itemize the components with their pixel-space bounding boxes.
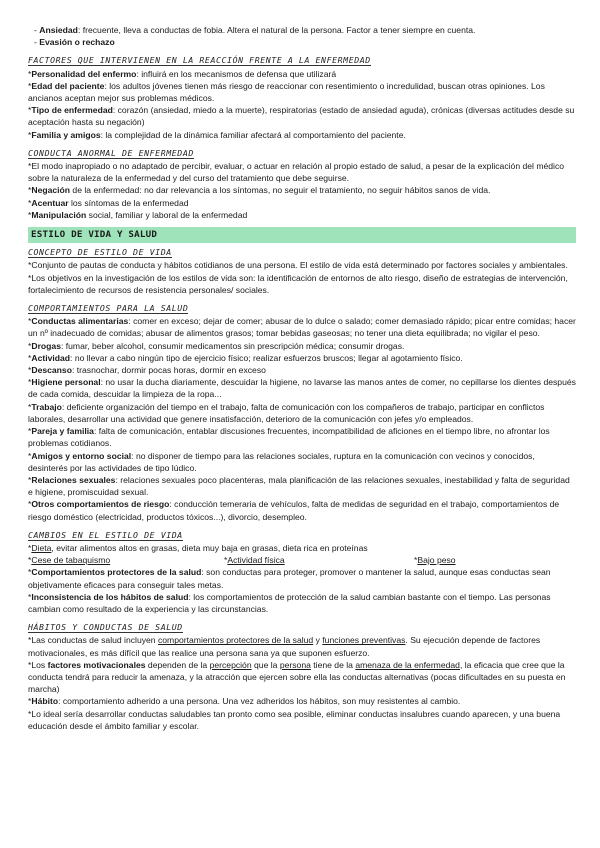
habitos-p1: *Las conductas de salud incluyen comportamientos protectores de la salud y funciones preventivas. Su ejecución depende de factores motivacionales, es más difícil que las realice una persona sana ya que suponen esfuerzo.	[28, 635, 541, 658]
comportamientos-heading: COMPORTAMIENTOS PARA LA SALUD	[28, 303, 189, 314]
conducta-item: *Negación de la enfermedad: no dar relevancia a los síntomas, no seguir el tratamiento, no seguir hábitos sanos de vida.	[28, 185, 491, 196]
habitos-p3: *Hábito: comportamiento adherido a una persona. Una vez adheridos los hábitos, son muy resistentes al cambio.	[28, 696, 461, 707]
cambio-actividad: *Actividad física	[224, 555, 285, 566]
conducta-heading: CONDUCTA ANORMAL DE ENFERMEDAD	[28, 147, 194, 158]
ansiedad-text: : frecuente, lleva a conductas de fobia. Altera el natural de la persona. Factor a tener siempre en cuenta.	[77, 25, 476, 35]
ansiedad-term: Ansiedad	[39, 25, 78, 35]
factor-item: *Familia y amigos: la complejidad de la dinámica familiar afectará al comportamiento del paciente.	[28, 129, 406, 140]
document-page	[28, 24, 576, 732]
comportamiento-item: *Otros comportamientos de riesgo: conducción temeraria de vehículos, falta de medidas de seguridad en el trabajo, comportamientos de riesgo doméstico (electricidad, productos tóxicos...), divorcio, desempleo.	[28, 499, 560, 522]
cambios-columns	[28, 554, 576, 566]
cambio-item: *Comportamientos protectores de la salud: son conductas para proteger, promover o mantener la salud, aunque esas conductas sean objetivamente eficaces para conseguir tales metas.	[28, 567, 551, 590]
habitos-p2: *Los factores motivacionales dependen de la percepción que la persona tiene de la amenaza de la enfermedad, la eficacia que cree que la conducta tendrá para reducir la amenaza, y la atracción que ejercen sobre ella las conductas alternativas (pocas dificultades en su puesta en marcha)	[28, 659, 566, 695]
conducta-intro: *El modo inapropiado o no adaptado de percibir, evaluar, o actuar en relación al propio estado de salud, a pesar de la explicación del médico sobre la naturaleza de la enfermedad y del curso del tratamiento que debe seguirse.	[28, 161, 565, 184]
factor-item: *Tipo de enfermedad: corazón (ansiedad, miedo a la muerte), respiratorias (estado de ansiedad aguda), crónicas (diversas actitudes desde su aceptación hasta su negación)	[28, 105, 575, 128]
cambio-tabaquismo: *Cese de tabaquismo	[28, 555, 111, 566]
cambio-peso: *Bajo peso	[414, 555, 456, 566]
comportamiento-item: *Actividad: no llevar a cabo ningún tipo de ejercicio físico; realizar esfuerzos bruscos; llegar al agotamiento físico.	[28, 352, 463, 363]
comportamiento-item: *Amigos y entorno social: no disponer de tiempo para las relaciones sociales, ruptura en la comunicación con vecinos y conocidos, desinterés por las actividades de tipo lúdico.	[28, 450, 535, 473]
concepto-p2: *Los objetivos en la investigación de los estilos de vida son: la identificación de entornos de alto riesgo, diseño de estrategias de intervención, fortalecimiento de recursos de resistencia personales/ sociales.	[28, 272, 568, 295]
comportamiento-item: *Trabajo: deficiente organización del tiempo en el trabajo, falta de comunicación con los compañeros de trabajo, participar en conflictos laborales, desarrollar una actividad que genere insatisfacción, deterioro de la comunicación con jefes y/o empleados.	[28, 401, 545, 424]
factores-heading: FACTORES QUE INTERVIENEN EN LA REACCIÓN FRENTE A LA ENFERMEDAD	[28, 55, 371, 66]
evasion-term: Evasión o rechazo	[39, 37, 115, 48]
comportamiento-item: *Higiene personal: no usar la ducha diariamente, descuidar la higiene, no lavarse las manos antes de comer, no cepillarse los dientes después de cada comida, descuidar la limpieza de la ropa...	[28, 377, 576, 400]
conducta-item: *Manipulación social, familiar y laboral de la enfermedad	[28, 209, 248, 220]
conducta-item: *Acentuar los síntomas de la enfermedad	[28, 197, 189, 208]
comportamiento-item: *Pareja y familia: falta de comunicación, entablar discusiones frecuentes, incompatibilidad de aficiones en el tiempo libre, no afrontar los problemas cotidianos.	[28, 426, 550, 449]
concepto-heading: CONCEPTO DE ESTILO DE VIDA	[28, 247, 172, 258]
evasion-line: - Evasión o rechazo	[34, 37, 115, 48]
comportamiento-item: *Conductas alimentarias: comer en exceso; dejar de comer; abusar de lo dulce o salado; comer demasiado rápido; picar entre comidas; hacer un nº inadecuado de comidas; abusar de alimentos grasos; tomar bebidas gaseosas; no tener una dieta equilibrada; no vigilar el peso.	[28, 316, 576, 339]
cambio-item: *Inconsistencia de los hábitos de salud: los comportamientos de protección de la salud cambian bastante con el tiempo. Las personas cambian como resultado de la experiencia y las circunstancias.	[28, 591, 551, 614]
comportamiento-item: *Descanso: trasnochar, dormir pocas horas, dormir en exceso	[28, 365, 266, 376]
habitos-heading: HÁBITOS Y CONDUCTAS DE SALUD	[28, 622, 183, 633]
ansiedad-line: - Ansiedad: frecuente, lleva a conductas de fobia. Altera el natural de la persona. Factor a tener siempre en cuenta.	[34, 25, 476, 35]
factor-item: *Edad del paciente: los adultos jóvenes tienen más riesgo de reaccionar con resentimiento o incredulidad, buscan otras opiniones. Los ancianos aceptan mejor sus problemas médicos.	[28, 80, 545, 104]
comportamiento-item: *Relaciones sexuales: relaciones sexuales poco placenteras, mala planificación de las relaciones sexuales, inestabilidad y falta de seguridad e higiene, promiscuidad sexual.	[28, 474, 570, 498]
factor-item: *Personalidad del enfermo: influirá en los mecanismos de defensa que utilizará	[28, 68, 337, 79]
habitos-p4: *Lo ideal sería desarrollar conductas saludables tan pronto como sea posible, eliminar conductas insalubres cuando aparecen, y una buena educación desde el ámbito familiar y escolar.	[28, 708, 561, 731]
cambios-heading: CAMBIOS EN EL ESTILO DE VIDA	[28, 529, 183, 540]
cambios-dieta: *Dieta, evitar alimentos altos en grasas, dieta muy baja en grasas, dieta rica en proteínas	[28, 542, 368, 553]
section-band-estilo: ESTILO DE VIDA Y SALUD	[28, 227, 576, 243]
concepto-p1: *Conjunto de pautas de conducta y hábitos cotidianos de una persona. El estilo de vida está determinado por factores sociales y ambientales.	[28, 260, 568, 271]
comportamiento-item: *Drogas: fumar, beber alcohol, consumir medicamentos sin prescripción médica; consumir drogas.	[28, 340, 405, 351]
